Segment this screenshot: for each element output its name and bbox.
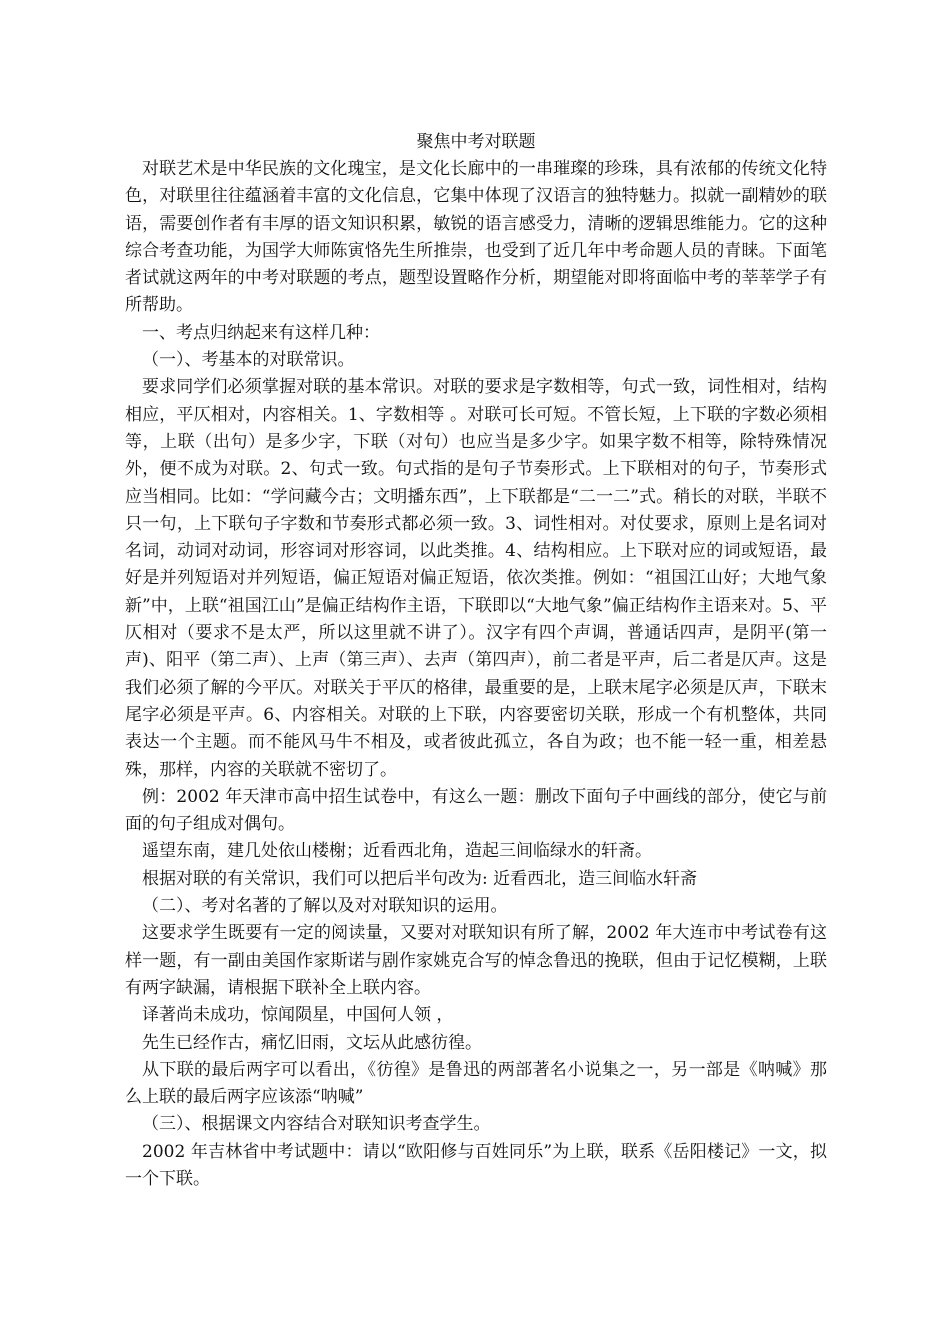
subsection-heading-2: （二）、考对名著的了解以及对对联知识的运用。 [142,896,508,917]
couplet-upper-line: 译著尚未成功，惊闻陨星，中国何人领 ， [142,1005,454,1026]
subsection-heading-3: （三）、根据课文内容结合对联知识考查学生。 [142,1114,491,1135]
masterpiece-paragraph: 这要求学生既要有一定的阅读量，又要对对联知识有所了解，2002 年大连市中考试卷有这样一题，有一副由美国作家斯诺与剧作家姚克合写的悼念鲁迅的挽联，但由于记忆模糊，上联有两字缺漏，请根据下联补全上联内容。 [125,923,827,998]
couplet-lower-line: 先生已经作古，痛忆旧雨，文坛从此感彷徨。 [142,1032,482,1053]
document-page [125,128,827,1193]
intro-paragraph: 对联艺术是中华民族的文化瑰宝，是文化长廊中的一串璀璨的珍珠，具有浓郁的传统文化特色，对联里往往蕴涵着丰富的文化信息，它集中体现了汉语言的独特魅力。拟就一副精妙的联语，需要创作者有丰厚的语文知识积累，敏锐的语言感受力，清晰的逻辑思维能力。它的这种综合考查功能，为国学大师陈寅恪先生所推崇，也受到了近几年中考命题人员的青睐。下面笔者试就这两年的中考对联题的考点，题型设置略作分析，期望能对即将面临中考的莘莘学子有所帮助。 [125,159,827,316]
example-sentence: 遥望东南，建几处依山楼榭；近看西北角，造起三间临绿水的轩斋。 [142,841,652,862]
couplet-rules-paragraph: 要求同学们必须掌握对联的基本常识。对联的要求是字数相等，句式一致，词性相对，结构相应，平仄相对，内容相关。1、字数相等 。对联可长可短。不管长短，上下联的字数必须相等，上联（出句）是多少字，下联（对句）也应当是多少字。如果字数不相等，除特殊情况外，便不成为对联。2、句式一致。句式指的是句子节奏形式。上下联相对的句子，节奏形式应当相同。比如：“学问藏今古；文明播东西”，上下联都是“二一二”式。稍长的对联，半联不只一句，上下联句子字数和节奏形式都必须一致。3、词性相对。对仗要求，原则上是名词对名词，动词对动词，形容词对形容词，以此类推。4、结构相应。上下联对应的词或短语，最好是并列短语对并列短语，偏正短语对偏正短语，依次类推。例如：“祖国江山好；大地气象新”中，上联“祖国江山”是偏正结构作主语，下联即以“大地气象”偏正结构作主语来对。5、平仄相对（要求不是太严，所以这里就不讲了）。汉字有四个声调，普通话四声，是阴平(第一声)、阳平（第二声）、上声（第三声）、去声（第四声），前二者是平声，后二者是仄声。这是我们必须了解的今平仄。对联关于平仄的格律，最重要的是，上联末尾字必须是仄声，下联末尾字必须是平声。6、内容相关。对联的上下联，内容要密切关联，形成一个有机整体，共同表达一个主题。而不能风马牛不相及，或者彼此孤立，各自为政；也不能一轻一重，相差悬殊，那样，内容的关联就不密切了。 [125,377,827,780]
subsection-heading-1: （一）、考基本的对联常识。 [142,350,355,371]
masterpiece-answer: 从下联的最后两字可以看出，《彷徨》是鲁迅的两部著名小说集之一，另一部是《呐喊》那么上联的最后两字应该添“呐喊” [125,1059,827,1108]
document-title: 聚焦中考对联题 [416,132,536,152]
textbook-question-paragraph: 2002 年吉林省中考试题中：请以“欧阳修与百姓同乐”为上联，联系《岳阳楼记》一文，拟一个下联。 [125,1141,827,1189]
example-answer: 根据对联的有关常识，我们可以把后半句改为: 近看西北，造三间临水轩斋 [142,868,698,889]
section-heading-one: 一、考点归纳起来有这样几种： [142,322,380,343]
example-paragraph: 例：2002 年天津市高中招生试卷中，有这么一题：删改下面句子中画线的部分，使它与前面的句子组成对偶句。 [125,786,827,835]
